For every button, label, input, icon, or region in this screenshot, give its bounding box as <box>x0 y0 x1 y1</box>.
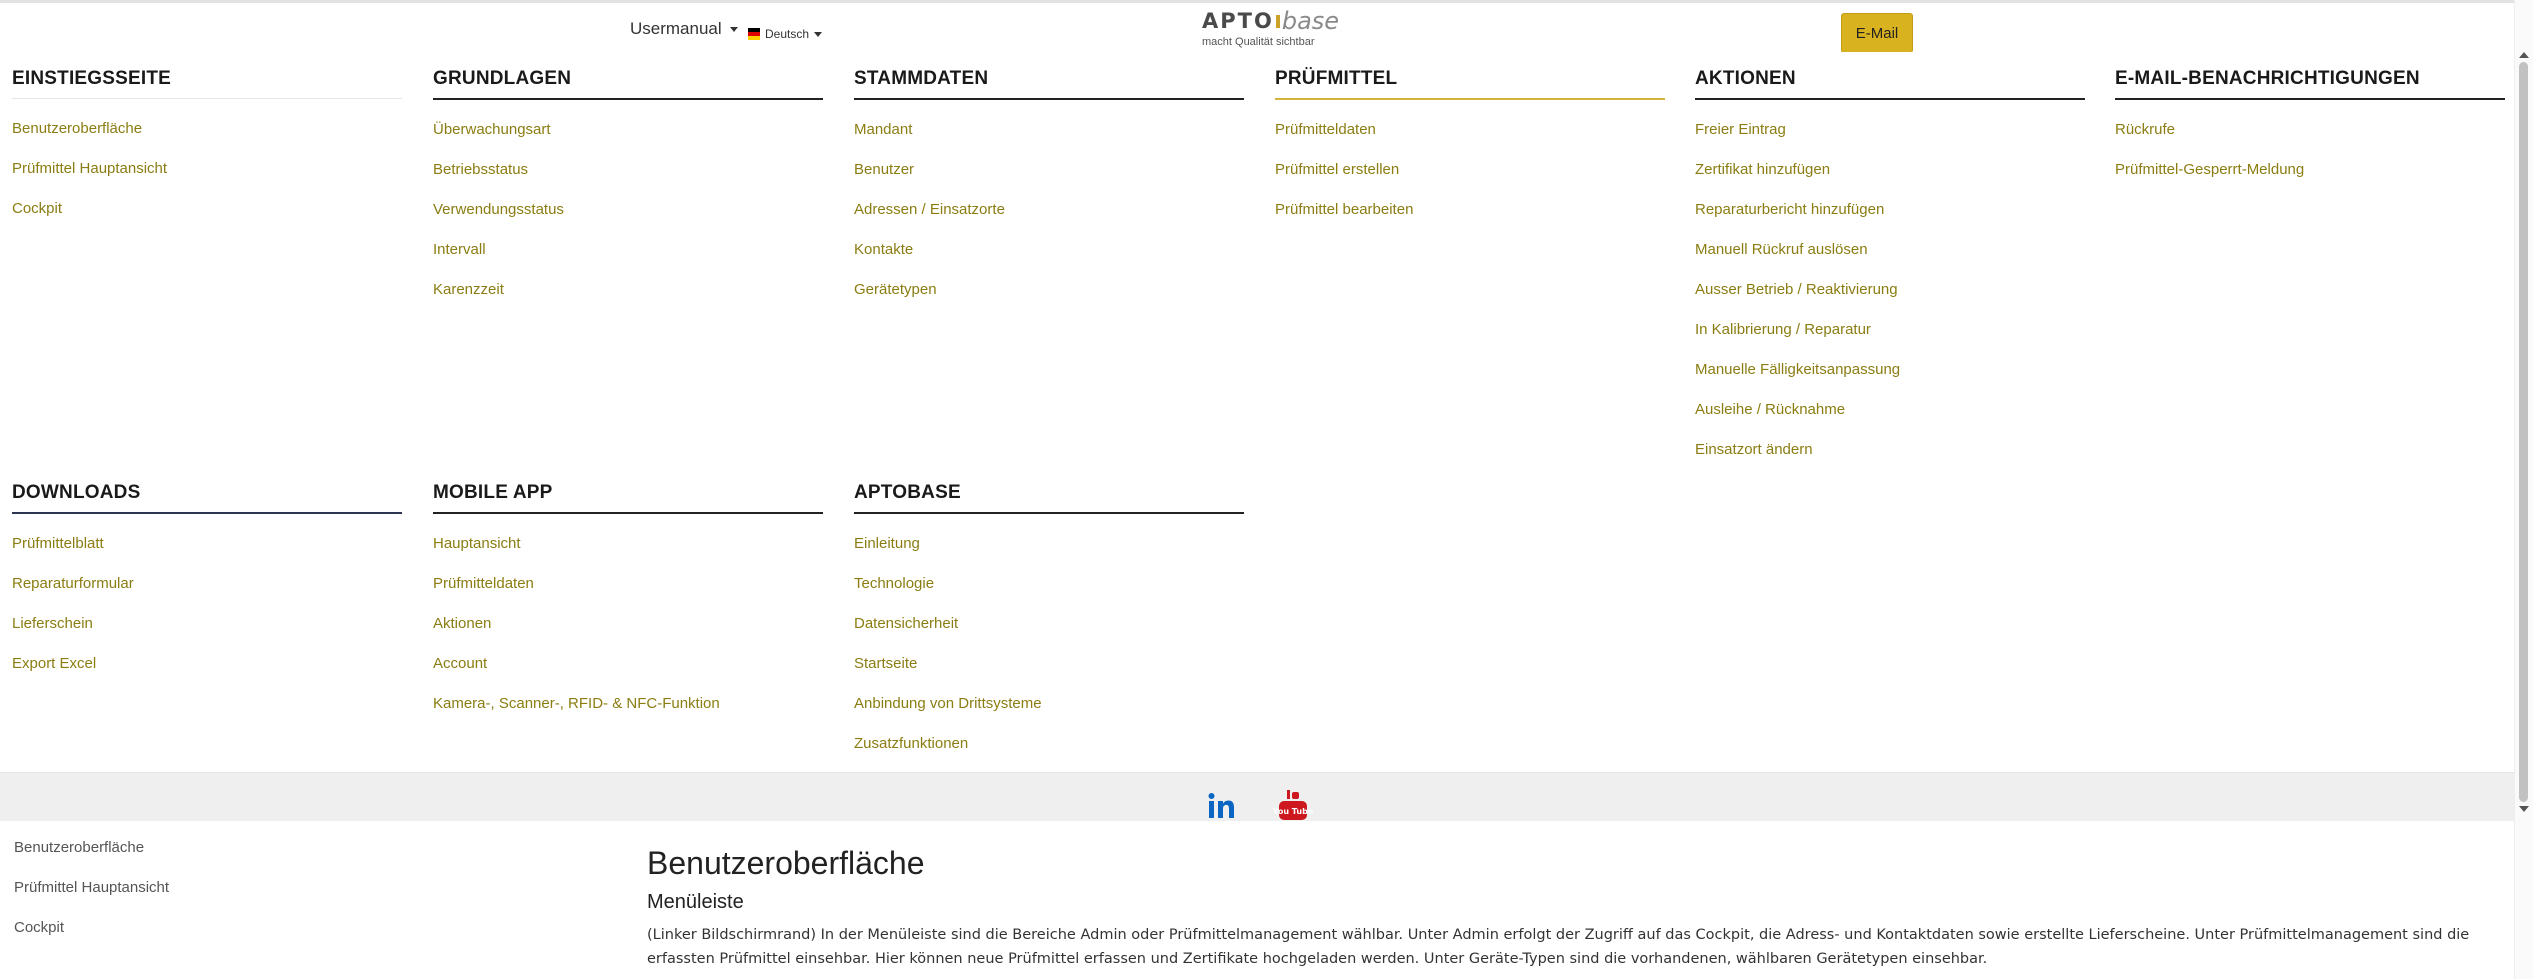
usermanual-label: Usermanual <box>630 19 722 38</box>
menu-item[interactable]: Einsatzort ändern <box>1695 441 1813 458</box>
youtube-icon[interactable] <box>1272 789 1314 821</box>
menu-item[interactable]: Überwachungsart <box>433 121 551 138</box>
menu-column-stammdaten <box>854 52 1244 320</box>
menu-list-einstiegsseite <box>12 119 402 239</box>
menu-item[interactable]: Manuell Rückruf auslösen <box>1695 241 1868 258</box>
menu-item[interactable]: Prüfmittel erstellen <box>1275 161 1400 178</box>
logo-apto-text: APTO <box>1202 8 1274 33</box>
menu-item[interactable]: Ausleihe / Rücknahme <box>1695 401 1846 418</box>
menu-column-grundlagen <box>433 52 823 320</box>
menu-item[interactable]: Benutzer <box>854 161 915 178</box>
menu-list-pruefmittel <box>1275 120 1665 240</box>
menu-list-email <box>2115 120 2505 200</box>
sidebar-nav <box>14 838 169 958</box>
menu-item[interactable]: Export Excel <box>12 655 97 672</box>
menu-item[interactable]: Account <box>433 655 488 672</box>
subsection-title: Menüleiste <box>647 891 744 913</box>
menu-list-grundlagen <box>433 120 823 320</box>
menu-list-mobile-app <box>433 534 823 734</box>
menu-item[interactable]: Zusatzfunktionen <box>854 735 969 752</box>
menu-item[interactable]: Prüfmitteldaten <box>433 575 534 592</box>
menu-list-aktionen <box>1695 120 2085 480</box>
menu-item[interactable]: Adressen / Einsatzorte <box>854 201 1005 218</box>
chevron-down-icon <box>814 32 822 37</box>
scrollbar[interactable] <box>2514 0 2533 979</box>
top-header <box>0 0 2514 54</box>
content-paragraph: (Linker Bildschirmrand) In der Menüleiste sind die Bereiche Admin oder Prüfmittelmanagement wählbar. Unter Admin erfolgt der Zugriff auf das Cockpit, die Adress- und Kontaktdaten sowie erstellte Lieferscheine. Unter Prüfmittelmanagement sind die erfassten Prüfmittel einsehbar. Hier können neue Prüfmittel erfassen und Zertifikate hochgeladen werden. Unter Geräte-Typen sind die vorhandenen, wählbaren Gerätetypen einsehbar. <box>647 927 2470 967</box>
menu-item[interactable]: Reparaturbericht hinzufügen <box>1695 201 1885 218</box>
menu-item[interactable]: Prüfmitteldaten <box>1275 121 1376 138</box>
menu-item[interactable]: Prüfmittel Hauptansicht <box>12 160 168 177</box>
menu-item[interactable]: Reparaturformular <box>12 575 134 592</box>
linkedin-icon[interactable] <box>1207 791 1237 821</box>
menu-item[interactable]: Kontakte <box>854 241 914 258</box>
menu-item[interactable]: Anbindung von Drittsysteme <box>854 695 1042 712</box>
social-bar <box>0 772 2514 821</box>
menu-item[interactable]: Startseite <box>854 655 918 672</box>
menu-item[interactable]: Gerätetypen <box>854 281 937 298</box>
menu-heading-pruefmittel[interactable]: PRÜFMITTEL <box>1275 52 1665 100</box>
menu-column-aktionen <box>1695 52 2085 480</box>
menu-heading-einstiegsseite[interactable]: EINSTIEGSSEITE <box>12 52 402 99</box>
menu-item[interactable]: Benutzeroberfläche <box>12 120 143 137</box>
menu-list-stammdaten <box>854 120 1244 320</box>
language-dropdown[interactable] <box>748 27 822 41</box>
aptobase-logo[interactable] <box>1202 7 1340 51</box>
usermanual-dropdown[interactable] <box>630 19 738 39</box>
menu-item[interactable]: Prüfmittel-Gesperrt-Meldung <box>2115 161 2305 178</box>
section-title: Benutzeroberfläche <box>647 845 925 881</box>
menu-heading-aptobase[interactable]: APTOBASE <box>854 466 1244 514</box>
menu-heading-aktionen[interactable]: AKTIONEN <box>1695 52 2085 100</box>
menu-item[interactable]: Einleitung <box>854 535 920 552</box>
menu-column-mobile-app <box>433 466 823 734</box>
logo-wordmark <box>1202 7 1340 35</box>
menu-heading-grundlagen[interactable]: GRUNDLAGEN <box>433 52 823 100</box>
menu-heading-mobile-app[interactable]: MOBILE APP <box>433 466 823 514</box>
menu-heading-email[interactable]: E-MAIL-BENACHRICHTIGUNGEN <box>2115 52 2505 100</box>
menu-item[interactable]: Hauptansicht <box>433 535 521 552</box>
menu-item[interactable]: Datensicherheit <box>854 615 959 632</box>
menu-item[interactable]: Betriebsstatus <box>433 161 529 178</box>
sidebar-item-cockpit[interactable]: Cockpit <box>14 919 65 936</box>
scroll-down-arrow-icon[interactable] <box>2519 806 2529 812</box>
mega-menu <box>0 52 2514 772</box>
sidebar-item-benutzeroberflaeche[interactable]: Benutzeroberfläche <box>14 839 145 856</box>
menu-item[interactable]: Intervall <box>433 241 486 258</box>
menu-item[interactable]: Ausser Betrieb / Reaktivierung <box>1695 281 1898 298</box>
scroll-up-arrow-icon[interactable] <box>2519 52 2529 58</box>
menu-column-einstiegsseite <box>12 52 402 239</box>
menu-column-aptobase <box>854 466 1244 774</box>
menu-list-aptobase <box>854 534 1244 774</box>
sidebar-item-pruefmittel-hauptansicht[interactable]: Prüfmittel Hauptansicht <box>14 879 170 896</box>
email-button[interactable]: E-Mail <box>1841 13 1913 53</box>
menu-item[interactable]: Technologie <box>854 575 935 592</box>
menu-list-downloads <box>12 534 402 694</box>
menu-column-pruefmittel <box>1275 52 1665 240</box>
menu-item[interactable]: Lieferschein <box>12 615 93 632</box>
logo-base-text: base <box>1281 7 1340 35</box>
menu-item[interactable]: Kamera-, Scanner-, RFID- & NFC-Funktion <box>433 695 720 712</box>
youtube-text: You Tube <box>1272 807 1314 816</box>
logo-tagline: macht Qualität sichtbar <box>1202 36 1315 48</box>
menu-item[interactable]: Cockpit <box>12 200 63 217</box>
scrollbar-thumb[interactable] <box>2519 62 2528 802</box>
menu-item[interactable]: Mandant <box>854 121 913 138</box>
menu-item[interactable]: In Kalibrierung / Reparatur <box>1695 321 1871 338</box>
menu-column-email <box>2115 52 2505 200</box>
menu-item[interactable]: Manuelle Fälligkeitsanpassung <box>1695 361 1901 378</box>
menu-item[interactable]: Prüfmittelblatt <box>12 535 104 552</box>
menu-item[interactable]: Freier Eintrag <box>1695 121 1786 138</box>
german-flag-icon <box>748 28 760 40</box>
menu-column-downloads <box>12 466 402 694</box>
menu-heading-stammdaten[interactable]: STAMMDATEN <box>854 52 1244 100</box>
menu-item[interactable]: Aktionen <box>433 615 492 632</box>
menu-heading-downloads[interactable]: DOWNLOADS <box>12 466 402 514</box>
chevron-down-icon <box>730 27 738 32</box>
menu-item[interactable]: Rückrufe <box>2115 121 2176 138</box>
logo-square-icon <box>1276 15 1280 28</box>
menu-item[interactable]: Prüfmittel bearbeiten <box>1275 201 1414 218</box>
menu-item[interactable]: Verwendungsstatus <box>433 201 564 218</box>
menu-item[interactable]: Karenzzeit <box>433 281 504 298</box>
language-label: Deutsch <box>765 27 810 41</box>
menu-item[interactable]: Zertifikat hinzufügen <box>1695 161 1831 178</box>
